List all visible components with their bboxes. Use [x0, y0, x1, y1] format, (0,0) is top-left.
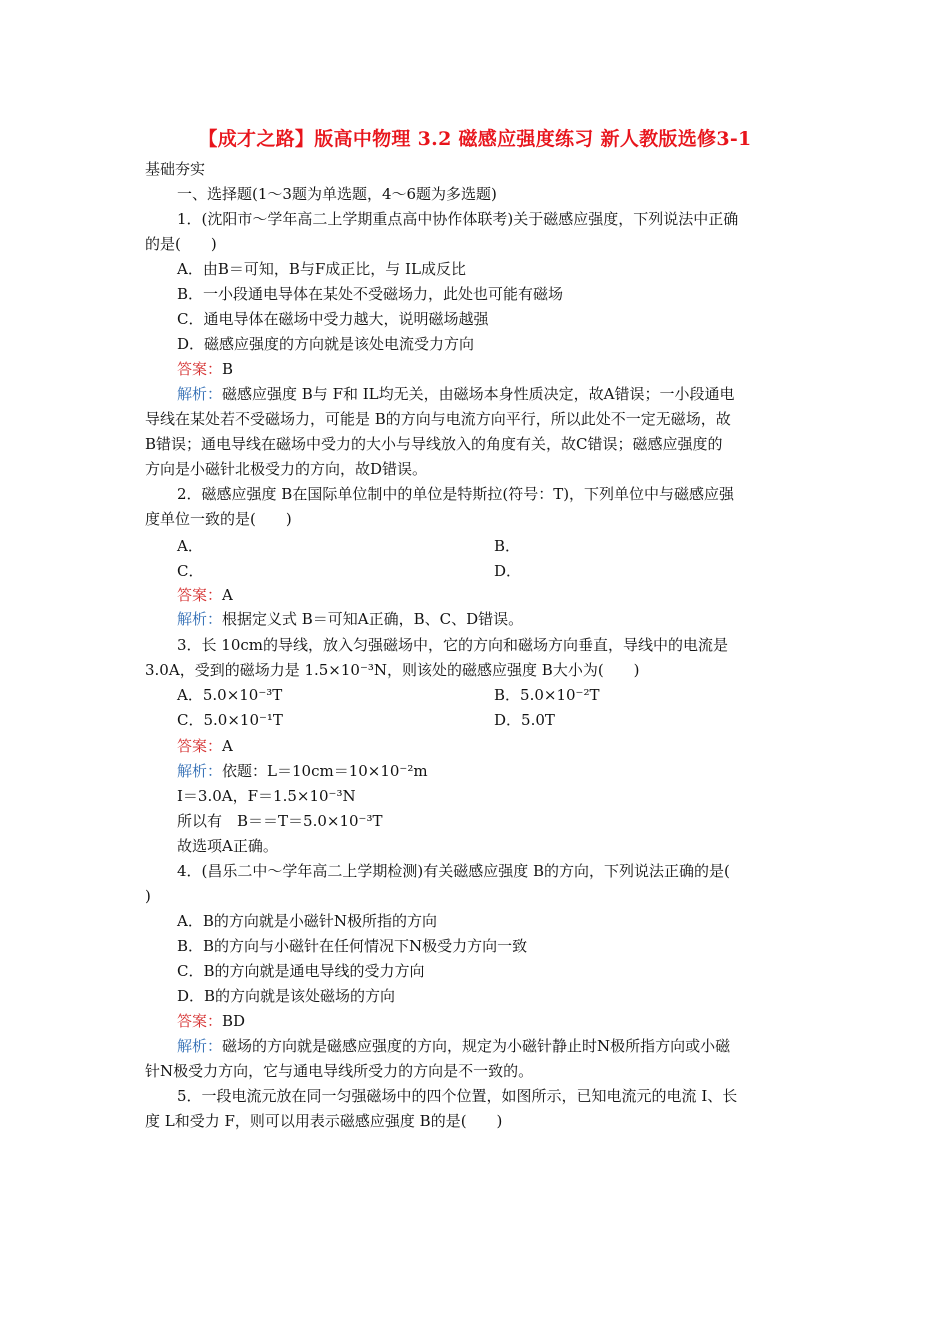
q3-option-a: A．5.0×10⁻³T [177, 686, 283, 704]
q5-stem-cont: 度 L和受力 F，则可以用表示磁感应强度 B的是( ) [145, 1112, 503, 1130]
q4-answer-value: BD [222, 1012, 246, 1030]
q1-option-c: C．通电导体在磁场中受力越大，说明磁场越强 [177, 310, 489, 328]
q3-answer-value: A [222, 737, 233, 755]
analysis-label: 解析： [177, 1037, 223, 1055]
q3-stem: 3．长 10cm的导线，放入匀强磁场中，它的方向和磁场方向垂直，导线中的电流是 [177, 636, 729, 654]
q4-stem: 4．(昌乐二中～学年高二上学期检测)有关磁感应强度 B的方向，下列说法正确的是( [177, 862, 730, 880]
q3-analysis-text: 依题：L＝10cm＝10×10⁻²m [222, 762, 428, 780]
q4-analysis [177, 1037, 730, 1055]
q1-option-d: D．磁感应强度的方向就是该处电流受力方向 [177, 335, 475, 353]
q4-option-b: B．B的方向与小磁针在任何情况下N极受力方向一致 [177, 937, 528, 955]
answer-label: 答案： [177, 737, 223, 755]
q4-answer [177, 1012, 245, 1030]
q1-answer-value: B [222, 360, 234, 378]
q2-analysis [177, 610, 523, 628]
q2-option-a: A． [177, 537, 203, 555]
q4-option-c: C．B的方向就是通电导线的受力方向 [177, 962, 425, 980]
analysis-label: 解析： [177, 762, 223, 780]
q3-option-c: C．5.0×10⁻¹T [177, 711, 283, 729]
q5-stem: 5．一段电流元放在同一匀强磁场中的四个位置，如图所示，已知电流元的电流 I、长 [177, 1087, 738, 1105]
q3-option-d: D．5.0T [494, 711, 555, 729]
page-title: 【成才之路】版高中物理 3.2 磁感应强度练习 新人教版选修3-1 [198, 128, 752, 150]
q3-answer [177, 737, 233, 755]
q1-analysis-text: 磁感应强度 B与 F和 IL均无关，由磁场本身性质决定，故A错误；一小段通电 [222, 385, 735, 403]
q1-option-b: B．一小段通电导体在某处不受磁场力，此处也可能有磁场 [177, 285, 564, 303]
q1-stem-cont: 的是( ) [145, 235, 217, 253]
q1-stem: 1．(沈阳市～学年高二上学期重点高中协作体联考)关于磁感应强度，下列说法中正确 [177, 210, 739, 228]
q4-stem-cont: ) [145, 887, 151, 905]
q2-answer [177, 586, 233, 604]
q4-option-a: A．B的方向就是小磁针N极所指的方向 [177, 912, 437, 930]
q3-analysis-cont: 故选项A正确。 [177, 837, 278, 855]
part-heading: 一、选择题(1～3题为单选题，4～6题为多选题) [177, 185, 497, 203]
q1-analysis [177, 385, 734, 403]
q1-analysis-cont: B错误；通电导线在磁场中受力的大小与导线放入的角度有关，故C错误；磁感应强度的 [145, 435, 723, 453]
q2-stem-cont: 度单位一致的是( ) [145, 510, 292, 528]
section-heading: 基础夯实 [145, 160, 206, 178]
q1-analysis-cont: 方向是小磁针北极受力的方向，故D错误。 [145, 460, 428, 478]
q4-analysis-cont: 针N极受力方向，它与通电导线所受力的方向是不一致的。 [145, 1062, 534, 1080]
q3-analysis [177, 762, 428, 780]
q3-option-b: B．5.0×10⁻²T [494, 686, 600, 704]
q2-option-d: D． [494, 562, 522, 580]
q4-analysis-text: 磁场的方向就是磁感应强度的方向，规定为小磁针静止时N极所指方向或小磁 [222, 1037, 731, 1055]
answer-label: 答案： [177, 586, 223, 604]
q3-analysis-cont: 所以有 B＝＝T＝5.0×10⁻³T [177, 812, 383, 830]
q2-option-b: B． [494, 537, 521, 555]
q2-answer-value: A [222, 586, 233, 604]
answer-label: 答案： [177, 360, 223, 378]
q3-stem-cont: 3.0A，受到的磁场力是 1.5×10⁻³N，则该处的磁感应强度 B大小为( ) [145, 661, 640, 679]
q1-option-a: A．由B＝可知，B与F成正比，与 IL成反比 [177, 260, 466, 278]
q4-option-d: D．B的方向就是该处磁场的方向 [177, 987, 396, 1005]
q2-analysis-text: 根据定义式 B＝可知A正确，B、C、D错误。 [222, 610, 524, 628]
q1-answer [177, 360, 233, 378]
answer-label: 答案： [177, 1012, 223, 1030]
analysis-label: 解析： [177, 610, 223, 628]
q2-option-c: C． [177, 562, 204, 580]
q1-analysis-cont: 导线在某处若不受磁场力，可能是 B的方向与电流方向平行，所以此处不一定无磁场，故 [145, 410, 731, 428]
analysis-label: 解析： [177, 385, 223, 403]
q2-stem: 2．磁感应强度 B在国际单位制中的单位是特斯拉(符号：T)，下列单位中与磁感应强 [177, 485, 735, 503]
q3-analysis-cont: I＝3.0A，F＝1.5×10⁻³N [177, 787, 356, 805]
